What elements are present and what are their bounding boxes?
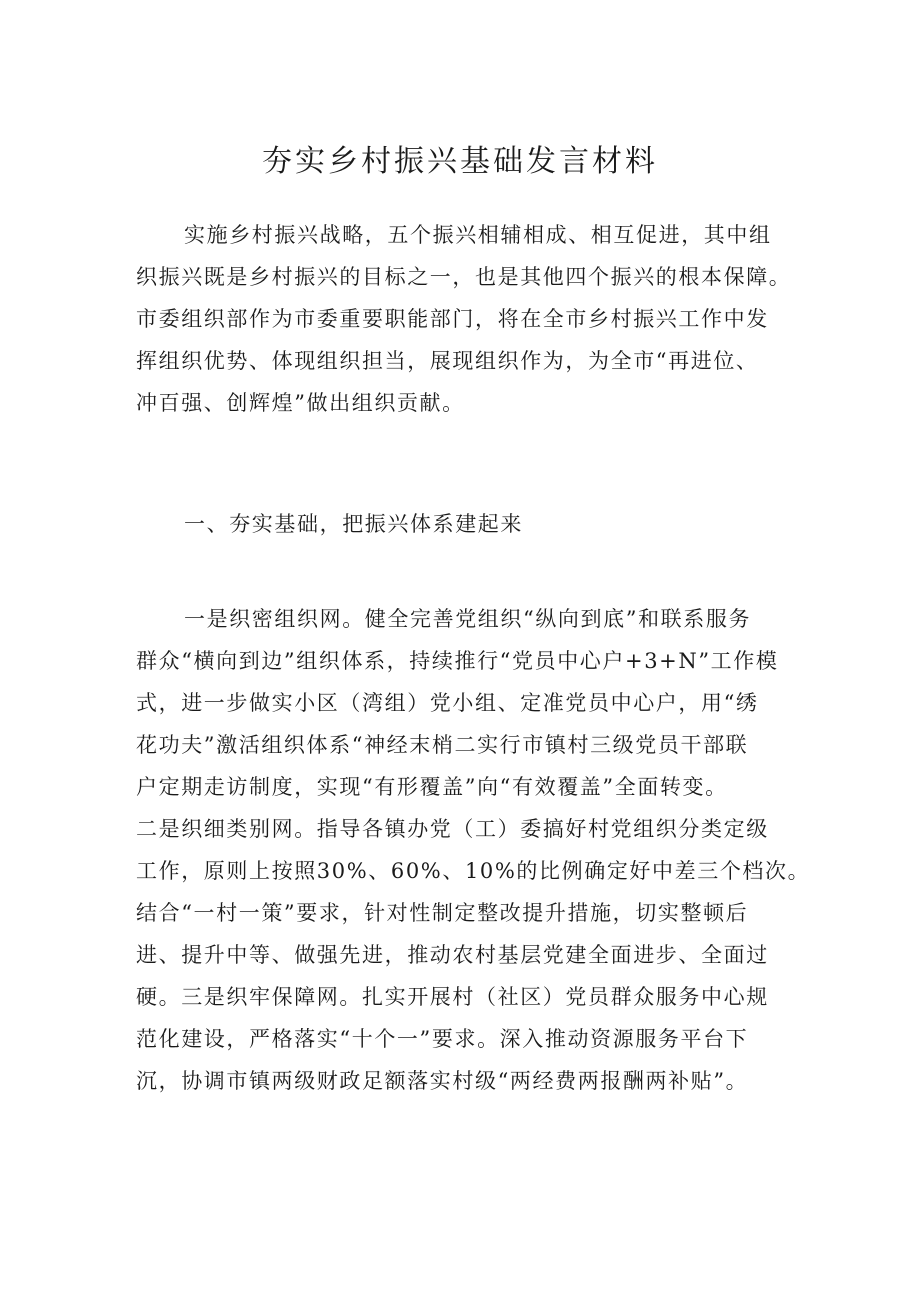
body-line: 进、提升中等、做强先进，推动农村基层党建全面进步、全面过: [136, 943, 769, 967]
intro-line: 市委组织部作为市委重要职能部门，将在全市乡村振兴工作中发: [136, 307, 769, 331]
body-line: 户定期走访制度，实现“有形覆盖”向“有效覆盖”全面转变。: [136, 775, 728, 799]
body-line: 式，进一步做实小区（湾组）党小组、定准党员中心户，用“绣: [136, 691, 759, 715]
body-line: 结合“一村一策”要求，针对性制定整改提升措施，切实整顿后: [136, 901, 749, 925]
body-line: 沉，协调市镇两级财政足额落实村级“两经费两报酬两补贴”。: [136, 1069, 749, 1093]
document-title: 夯实乡村振兴基础发言材料: [262, 144, 658, 179]
intro-line: 实施乡村振兴战略，五个振兴相辅相成、相互促进，其中组: [184, 223, 772, 247]
body-line: 工作，原则上按照30%、60%、10%的比例确定好中差三个档次。: [136, 859, 811, 883]
intro-line: 冲百强、创辉煌”做出组织贡献。: [136, 391, 465, 415]
body-line: 群众“横向到边”组织体系，持续推行“党员中心户+3+N”工作模: [136, 649, 779, 673]
body-line: 花功夫”激活组织体系“神经末梢二实行市镇村三级党员干部联: [136, 733, 749, 757]
section-heading: 一、夯实基础，把振兴体系建起来: [184, 512, 523, 536]
body-line: 硬。三是织牢保障网。扎实开展村（社区）党员群众服务中心规: [136, 985, 769, 1009]
body-line: 二是织细类别网。指导各镇办党（工）委搞好村党组织分类定级: [136, 817, 769, 841]
intro-line: 挥组织优势、体现组织担当，展现组织作为，为全市“再进位、: [136, 349, 759, 373]
body-line: 一是织密组织网。健全完善党组织“纵向到底”和联系服务: [184, 607, 752, 631]
intro-line: 织振兴既是乡村振兴的目标之一，也是其他四个振兴的根本保障。: [136, 265, 792, 289]
body-line: 范化建设，严格落实“十个一”要求。深入推动资源服务平台下: [136, 1027, 749, 1051]
